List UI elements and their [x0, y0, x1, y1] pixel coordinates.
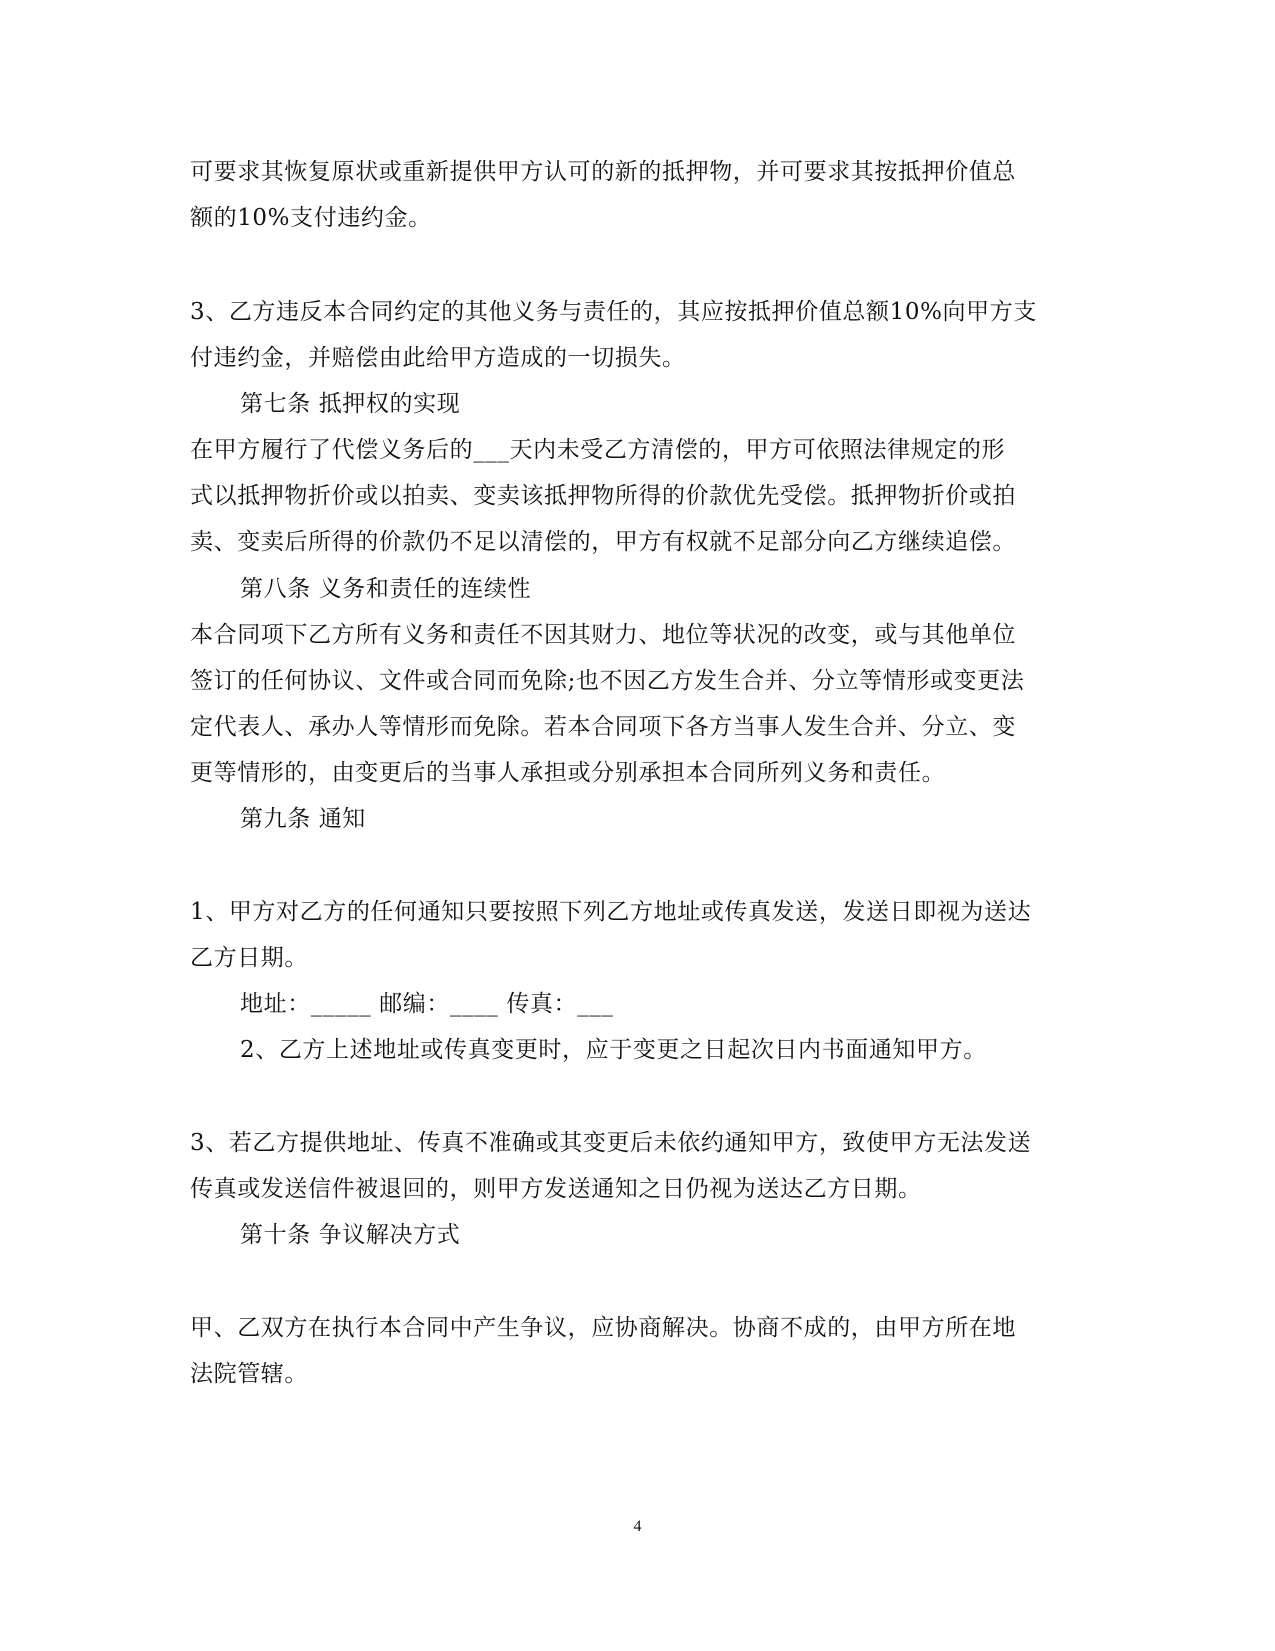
paragraph-line: 卖、变卖后所得的价款仍不足以清偿的，甲方有权就不足部分向乙方继续追偿。 — [190, 529, 1016, 555]
page-number: 4 — [633, 1518, 642, 1535]
article-heading: 第七条 抵押权的实现 — [240, 391, 461, 417]
paragraph-line: 式以抵押物折价或以拍卖、变卖该抵押物所得的价款优先受偿。抵押物折价或拍 — [190, 483, 1016, 509]
article-heading: 第十条 争议解决方式 — [240, 1222, 461, 1248]
paragraph-line: 2、乙方上述地址或传真变更时，应于变更之日起次日内书面通知甲方。 — [240, 1037, 987, 1063]
paragraph-line: 可要求其恢复原状或重新提供甲方认可的新的抵押物，并可要求其按抵押价值总 — [190, 159, 1016, 185]
paragraph-line: 本合同项下乙方所有义务和责任不因其财力、地位等状况的改变，或与其他单位 — [190, 622, 1016, 648]
article-heading: 第八条 义务和责任的连续性 — [240, 576, 532, 602]
paragraph-line: 1、甲方对乙方的任何通知只要按照下列乙方地址或传真发送，发送日即视为送达 — [190, 899, 1032, 925]
paragraph-line: 额的10%支付违约金。 — [190, 205, 432, 231]
paragraph-line: 在甲方履行了代偿义务后的___天内未受乙方清偿的，甲方可依照法律规定的形 — [190, 437, 1006, 463]
paragraph-line: 法院管辖。 — [190, 1361, 308, 1387]
article-heading: 第九条 通知 — [240, 806, 366, 832]
paragraph-line: 甲、乙双方在执行本合同中产生争议，应协商解决。协商不成的，由甲方所在地 — [190, 1315, 1016, 1341]
paragraph-line: 3、乙方违反本合同约定的其他义务与责任的，其应按抵押价值总额10%向甲方支 — [190, 299, 1037, 325]
paragraph-line: 签订的任何协议、文件或合同而免除;也不因乙方发生合并、分立等情形或变更法 — [190, 668, 1025, 694]
paragraph-line: 付违约金，并赔偿由此给甲方造成的一切损失。 — [190, 345, 686, 371]
paragraph-line: 传真或发送信件被退回的，则甲方发送通知之日仍视为送达乙方日期。 — [190, 1176, 922, 1202]
paragraph-line: 更等情形的，由变更后的当事人承担或分别承担本合同所列义务和责任。 — [190, 760, 946, 786]
paragraph-line: 3、若乙方提供地址、传真不准确或其变更后未依约通知甲方，致使甲方无法发送 — [190, 1130, 1032, 1156]
paragraph-line: 定代表人、承办人等情形而免除。若本合同项下各方当事人发生合并、分立、变 — [190, 714, 1016, 740]
paragraph-line: 乙方日期。 — [190, 945, 308, 971]
contact-fields-line: 地址：_____ 邮编：____ 传真：___ — [240, 991, 614, 1017]
